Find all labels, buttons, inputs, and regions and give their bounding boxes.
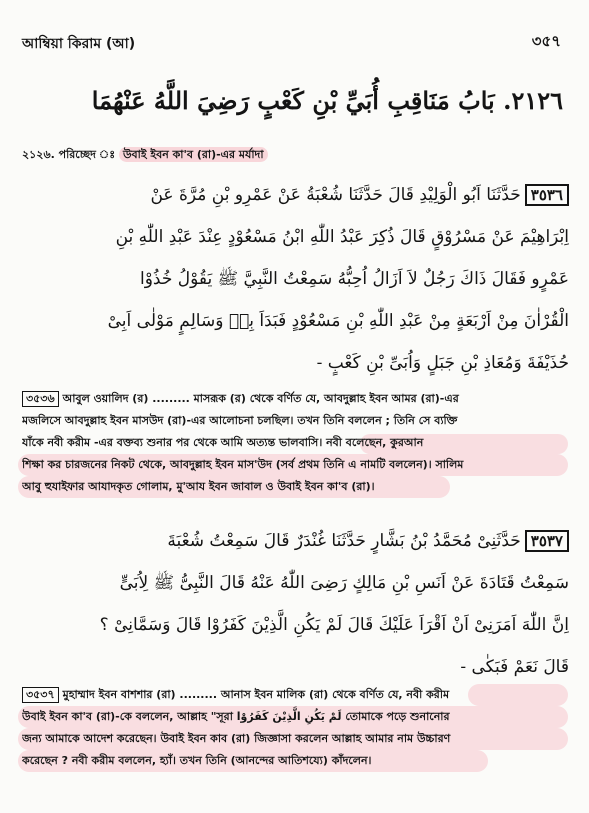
hadith-number-box: ٣٥٣٧ — [525, 530, 569, 552]
arabic-line: عَمْرٍو فَقَالَ ذَاكَ رَجُلٌ لاَ اَزَالُ اُحِبُّهُ سَمِعْتُ النَّبِيَّ ﷺ يَقُوْلُ خُذُوْا — [139, 269, 569, 289]
arabic-line: قَالَ نَعَمْ فَبَكٰى - — [460, 657, 569, 677]
bangla-line: আবু হুযাইফার আযাদকৃত গোলাম, মু'আয ইবন জাবাল ও উবাই ইবন কা'ব (রা)। — [22, 480, 375, 493]
hadith-3537-bangla — [22, 684, 567, 772]
arabic-line: اِنَّ اللّٰهَ اَمَرَنِىْ اَنْ اَقْرَاَ عَلَيْكَ قَالَ لَمْ يَكُنِ الَّذِيْنَ كَفَرُوْا قَالَ وَسَمَّانِىْ ؟ — [99, 615, 569, 635]
paragraph-heading-title: উবাই ইবন কা'ব (রা)-এর মর্যাদা — [119, 147, 268, 162]
hadith-number-box: ٣٥٣٦ — [525, 184, 569, 206]
bangla-number-box: ৩৫৩৬ — [22, 391, 59, 407]
bangla-line: শিক্ষা কর চারজনের নিকট থেকে, আবদুল্লাহ ইবন মাস'উদ (সর্ব প্রথম তিনি এ নামটি বললেন)। সালিম — [22, 458, 464, 471]
arabic-line: الْقُرْاٰنَ مِنْ اَرْبَعَةٍ مِنْ عَبْدِ اللّٰهِ بْنِ مَسْعُوْدٍ فَبَدَاَ بِهٖ وَسَالِمٍ مَوْلٰى اَبِىْ — [107, 311, 569, 331]
bangla-line: করেছেন ? নবী করীম বললেন, হ্যাঁ। তখন তিনি (আনন্দের আতিশয্যে) কাঁদলেন। — [22, 754, 372, 767]
paragraph-heading — [22, 146, 268, 165]
arabic-line: حُذَيْفَةَ وَمُعَاذِ بْنِ جَبَلٍ وَاُبَىِّ بْنِ كَعْبٍ - — [316, 353, 569, 373]
paragraph-heading-label: ২১২৬. পরিচ্ছেদ ঃ — [22, 148, 116, 161]
bangla-line: ৩৫৩৭ মুহাম্মাদ ইবন বাশশার (রা) ......... আনাস ইবন মালিক (রা) থেকে বর্ণিত যে, নবী করীম — [22, 684, 567, 706]
running-header-chapter: আম্বিয়া কিরাম (আ) — [22, 36, 136, 52]
chapter-title: ٢١٢٦. بَابُ مَنَاقِبِ أُبَيِّ بْنِ كَعْبٍ رَضِيَ اللَّهُ عَنْهُمَا — [91, 86, 563, 115]
arabic-line: ٣٥٣٦حَدَّثَنَا اَبُو الْوَلِيْدِ قَالَ حَدَّثَنَا شُعْبَةُ عَنْ عَمْرِو بْنِ مُرَّةَ عَنْ — [18, 174, 569, 216]
bangla-line: উবাই ইবন কা'ব (রা)-কে বললেন, আল্লাহ "সূরা لَمْ يَكُنِ الَّذِيْنَ كَفَرُوْا তোমাকে পড়ে শুনানোর — [22, 710, 450, 723]
arabic-line: اِبْرَاهِيْمَ عَنْ مَسْرُوْقٍ قَالَ ذُكِرَ عَبْدُ اللّٰهِ ابْنُ مَسْعُوْدٍ عِنْدَ عَبْدِ اللّٰهِ بْنِ — [115, 227, 569, 247]
arabic-line: سَمِعْتُ قَتَادَةَ عَنْ اَنَسِ بْنِ مَالِكٍ رَضِىَ اللّٰهُ عَنْهُ قَالَ النَّبِىُّ ﷺ لِاُبَىٍّ — [119, 573, 569, 593]
hadith-3537-arabic — [18, 520, 569, 688]
bangla-line: মজলিসে আবদুল্লাহ ইবন মাসউদ (রা)-এর আলোচনা চলছিল। তখন তিনি বললেন ; তিনি সে ব্যক্তি — [22, 414, 458, 427]
hadith-3536-arabic — [18, 174, 569, 384]
arabic-line: ٣٥٣٧حَدَّثَنِىْ مُحَمَّدُ بْنُ بَشَّارٍ حَدَّثَنَا غُنْدَرٌ قَالَ سَمِعْتُ شُعْبَةَ — [18, 520, 569, 562]
bangla-number-box: ৩৫৩৭ — [22, 687, 59, 703]
bangla-line: যাঁকে নবী করীম -এর বক্তব্য শুনার পর থেকে আমি অত্যন্ত ভালবাসি। নবী বলেছেন, কুরআন — [22, 436, 424, 449]
bangla-line: ৩৫৩৬ আবুল ওয়ালিদ (র) ......... মাসরূক (র) থেকে বর্ণিত যে, আবদুল্লাহ ইবন আমর (রা)-এর — [22, 388, 567, 410]
bangla-line: জন্য আমাকে আদেশ করেছেন। উবাই ইবন কাব (রা) জিজ্ঞাসা করলেন আল্লাহ আমার নাম উচ্চারণ — [22, 732, 451, 745]
hadith-3536-bangla — [22, 388, 567, 498]
page-number: ৩৫৭ — [531, 32, 561, 50]
